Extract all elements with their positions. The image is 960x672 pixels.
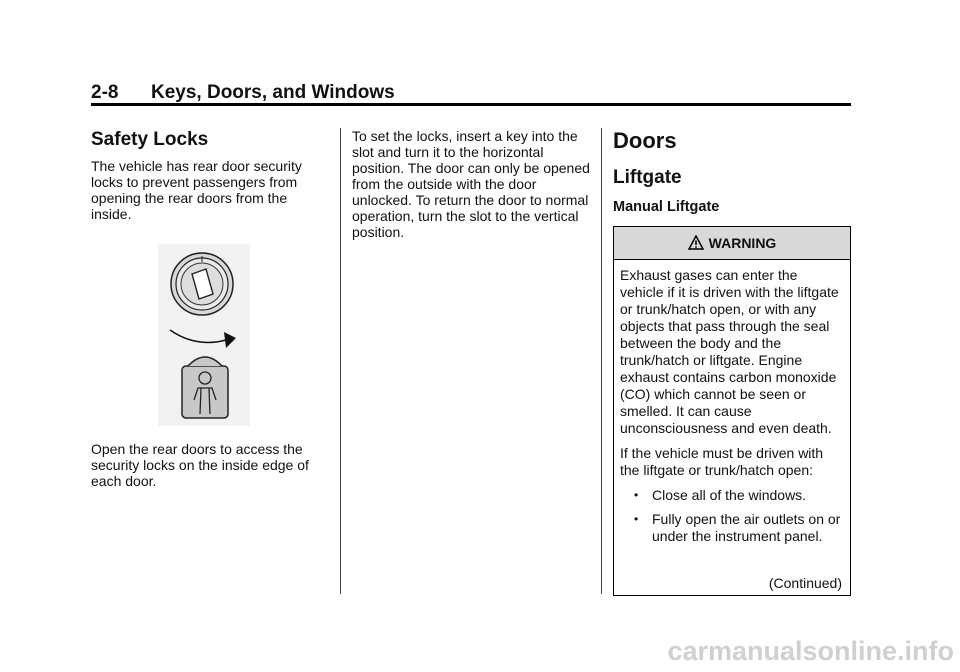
- warning-header: [614, 227, 850, 260]
- doors-heading: Doors: [613, 128, 677, 153]
- caption-text: Open the rear doors to access the security locks on the inside edge of each door.: [91, 441, 309, 489]
- watermark: carmanualsonline.info: [667, 636, 954, 666]
- column-divider-1: [340, 128, 341, 594]
- right-column: [613, 128, 851, 591]
- warning-label: WARNING: [708, 235, 777, 251]
- warning-bullet: [620, 511, 844, 545]
- warning-bullet: [620, 487, 844, 504]
- section-heading: Safety Locks: [91, 129, 209, 150]
- warning-paragraph-1: Exhaust gases can enter the vehicle if it is driven with the liftgate or trunk/hatch open, or with any objects that pass through the seal between the body and the trunk/hatch or liftgate. Engine exhaust contains carbon monoxide (CO) which cannot be seen or smelled. It can cause unconsciousness and even death.: [620, 267, 839, 436]
- bullet-icon: •: [634, 488, 639, 502]
- warning-box: [613, 226, 851, 596]
- lock-diagram-icon: [158, 244, 250, 426]
- bullet-text: Close all of the windows.: [652, 487, 807, 503]
- warning-paragraph-2: If the vehicle must be driven with the liftgate or trunk/hatch open:: [620, 445, 824, 478]
- bullet-text: Fully open the air outlets on or under the instrument panel.: [652, 511, 841, 544]
- liftgate-heading: Liftgate: [613, 167, 682, 188]
- column-divider-2: [601, 128, 602, 594]
- warning-body: [614, 260, 850, 545]
- bullet-icon: •: [634, 512, 639, 526]
- warning-triangle-icon: [688, 235, 704, 251]
- middle-column: [352, 128, 590, 240]
- continued-note: (Continued): [768, 575, 842, 591]
- header-rule: [91, 103, 851, 106]
- manual-liftgate-heading: Manual Liftgate: [613, 199, 720, 215]
- left-column: [91, 128, 326, 489]
- chapter-title: Keys, Doors, and Windows: [151, 82, 395, 103]
- security-lock-illustration: [158, 244, 250, 426]
- lock-instructions: To set the locks, insert a key into the slot and turn it to the horizontal position. The door can only be opened from the outside with the door unlocked. To return the door to normal operation, turn the slot to the vertical position.: [352, 128, 590, 240]
- page-number: 2-8: [91, 82, 119, 103]
- intro-text: The vehicle has rear door security locks to prevent passengers from opening the rear doors from the inside.: [91, 158, 302, 222]
